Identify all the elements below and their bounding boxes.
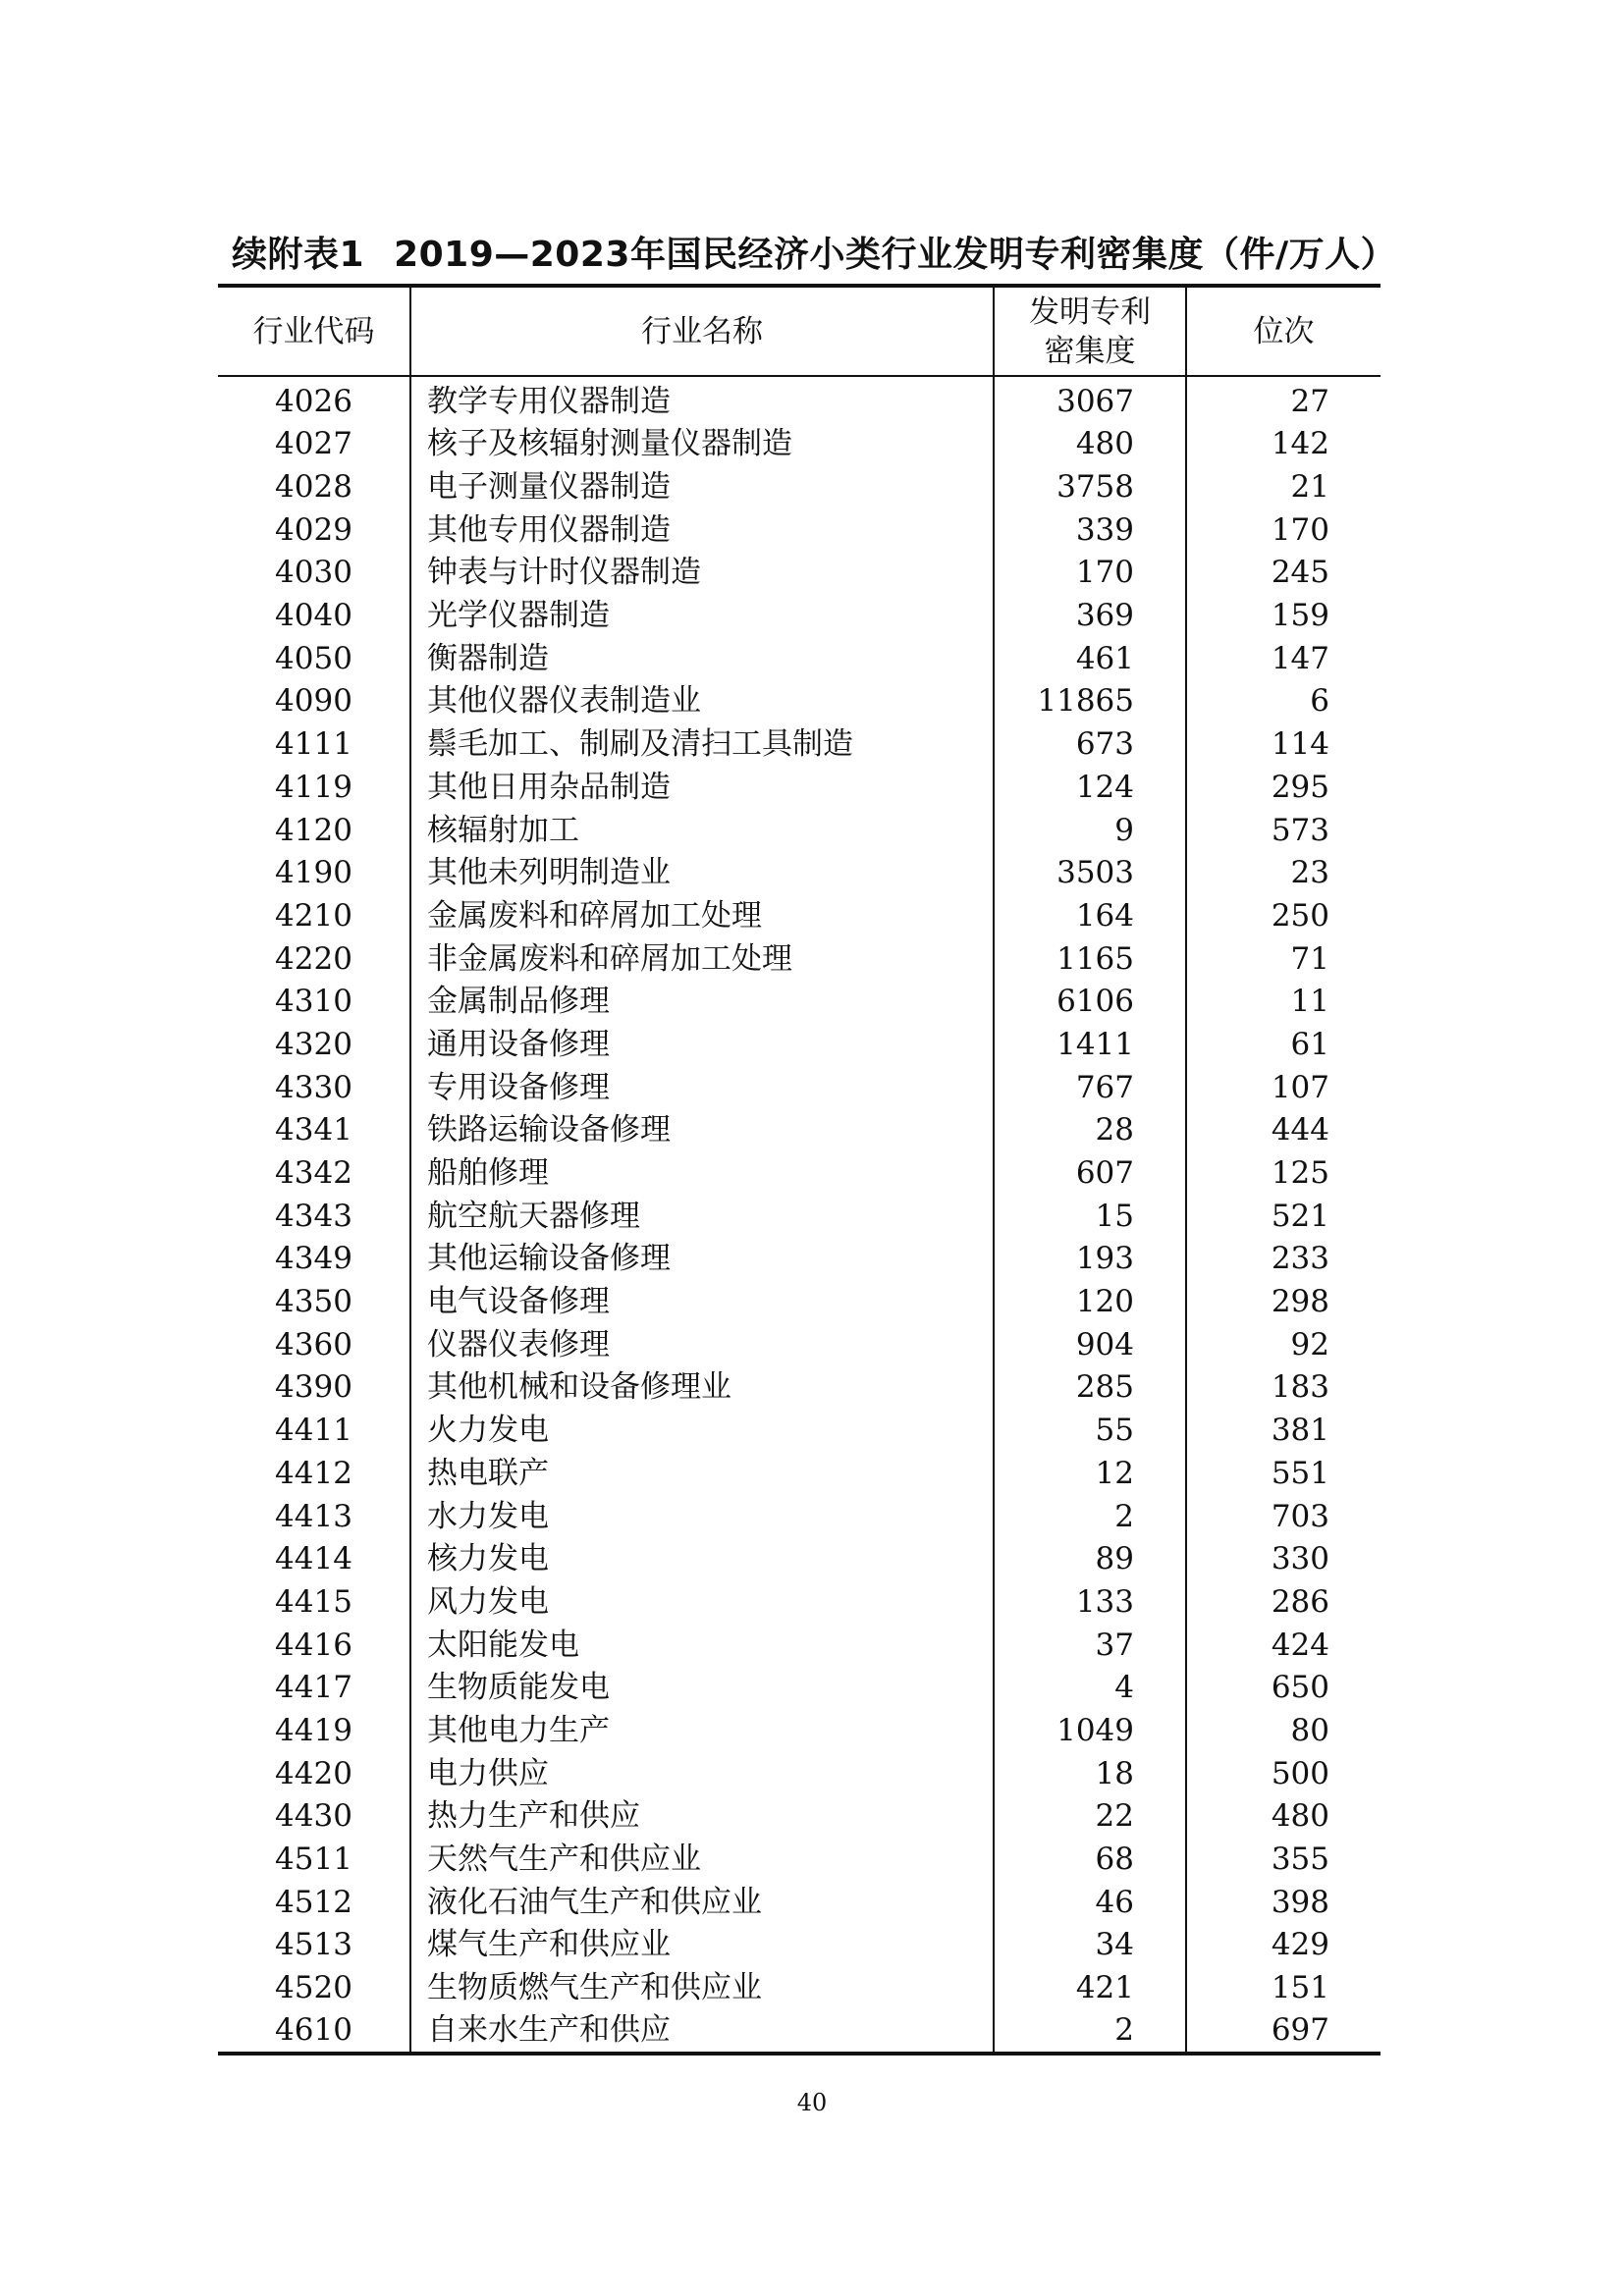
- cell-rank: 355: [1186, 1839, 1380, 1882]
- table-row: [218, 1967, 1380, 2010]
- cell-density: 461: [994, 637, 1186, 680]
- cell-code: 4040: [275, 598, 352, 634]
- cell-name: 核辐射加工: [410, 809, 994, 852]
- table-row: [218, 680, 1380, 723]
- cell-rank: 697: [1186, 2009, 1380, 2054]
- cell-code: 4026: [275, 384, 352, 419]
- cell-code: 4416: [275, 1627, 352, 1663]
- header-name: 行业名称: [410, 286, 994, 376]
- cell-name: 其他电力生产: [410, 1710, 994, 1753]
- cell-rank: 107: [1186, 1066, 1380, 1109]
- cell-rank: 142: [1186, 423, 1380, 466]
- table-row: [218, 723, 1380, 767]
- table-row: [218, 767, 1380, 810]
- cell-code: 4413: [275, 1498, 352, 1534]
- header-density: [994, 286, 1186, 376]
- cell-density: 170: [994, 552, 1186, 595]
- cell-code: 4190: [275, 855, 352, 891]
- cell-code: 4119: [275, 769, 352, 805]
- cell-density: 1049: [994, 1710, 1186, 1753]
- cell-rank: 551: [1186, 1453, 1380, 1496]
- cell-rank: 183: [1186, 1366, 1380, 1410]
- table-row: [218, 376, 1380, 423]
- cell-name: 热力生产和供应: [410, 1795, 994, 1839]
- cell-name: 风力发电: [410, 1581, 994, 1625]
- cell-code: 4330: [275, 1069, 352, 1105]
- cell-density: 46: [994, 1881, 1186, 1924]
- cell-code: 4343: [275, 1198, 352, 1234]
- cell-name: 教学专用仪器制造: [410, 376, 994, 423]
- cell-density: 339: [994, 508, 1186, 552]
- cell-rank: 114: [1186, 723, 1380, 767]
- cell-name: 电子测量仪器制造: [410, 466, 994, 509]
- cell-density: 34: [994, 1924, 1186, 1967]
- cell-rank: 424: [1186, 1624, 1380, 1667]
- cell-name: 金属废料和碎屑加工处理: [410, 895, 994, 938]
- cell-code: 4320: [275, 1026, 352, 1062]
- cell-name: 天然气生产和供应业: [410, 1839, 994, 1882]
- cell-rank: 71: [1186, 937, 1380, 981]
- patent-density-table: [218, 284, 1380, 2056]
- cell-code: 4220: [275, 940, 352, 977]
- cell-name: 电力供应: [410, 1752, 994, 1795]
- cell-density: 2: [994, 2009, 1186, 2054]
- cell-rank: 27: [1186, 376, 1380, 423]
- cell-density: 6106: [994, 981, 1186, 1024]
- cell-rank: 92: [1186, 1323, 1380, 1366]
- cell-name: 其他未列明制造业: [410, 852, 994, 895]
- cell-density: 164: [994, 895, 1186, 938]
- cell-rank: 398: [1186, 1881, 1380, 1924]
- cell-code: 4050: [275, 640, 352, 676]
- cell-code: 4028: [275, 469, 352, 506]
- cell-rank: 245: [1186, 552, 1380, 595]
- cell-code: 4430: [275, 1798, 352, 1835]
- cell-name: 液化石油气生产和供应业: [410, 1881, 994, 1924]
- cell-density: 2: [994, 1495, 1186, 1538]
- cell-name: 衡器制造: [410, 637, 994, 680]
- table-body: [218, 376, 1380, 2054]
- cell-name: 热电联产: [410, 1453, 994, 1496]
- cell-name: 核力发电: [410, 1538, 994, 1581]
- cell-name: 其他仪器仪表制造业: [410, 680, 994, 723]
- cell-name: 鬃毛加工、制刷及清扫工具制造: [410, 723, 994, 767]
- cell-density: 1165: [994, 937, 1186, 981]
- table-row: [218, 937, 1380, 981]
- cell-code: 4414: [275, 1541, 352, 1577]
- cell-density: 904: [994, 1323, 1186, 1366]
- cell-code: 4090: [275, 683, 352, 720]
- cell-code: 4610: [218, 2009, 410, 2054]
- cell-rank: 125: [1186, 1152, 1380, 1196]
- table-row: [218, 981, 1380, 1024]
- cell-code: 4030: [275, 555, 352, 591]
- cell-name: 自来水生产和供应: [410, 2009, 994, 2054]
- cell-rank: 480: [1186, 1795, 1380, 1839]
- cell-density: 480: [994, 423, 1186, 466]
- cell-code: 4120: [275, 812, 352, 848]
- header-code: 行业代码: [218, 286, 410, 376]
- table-title-label: 续附表1: [232, 235, 365, 275]
- table-row: [218, 1667, 1380, 1710]
- cell-rank: 298: [1186, 1281, 1380, 1324]
- table-row: [218, 1281, 1380, 1324]
- cell-rank: 61: [1186, 1024, 1380, 1067]
- cell-code: 4390: [275, 1369, 352, 1406]
- cell-rank: 151: [1186, 1967, 1380, 2010]
- header-density-line1: 发明专利: [1029, 294, 1151, 330]
- table-row: [218, 1839, 1380, 1882]
- cell-density: 15: [994, 1195, 1186, 1238]
- table-row: [218, 1109, 1380, 1152]
- cell-name: 光学仪器制造: [410, 595, 994, 638]
- cell-name: 金属制品修理: [410, 981, 994, 1024]
- cell-name: 非金属废料和碎屑加工处理: [410, 937, 994, 981]
- cell-name: 水力发电: [410, 1495, 994, 1538]
- cell-name: 通用设备修理: [410, 1024, 994, 1067]
- cell-code: 4419: [275, 1712, 352, 1748]
- cell-code: 4520: [275, 1970, 352, 2006]
- table-row: [218, 2009, 1380, 2054]
- table-row: [218, 1195, 1380, 1238]
- table-header-row: [218, 286, 1380, 376]
- cell-rank: 250: [1186, 895, 1380, 938]
- cell-density: 124: [994, 767, 1186, 810]
- cell-density: 22: [994, 1795, 1186, 1839]
- cell-name: 航空航天器修理: [410, 1195, 994, 1238]
- cell-rank: 295: [1186, 767, 1380, 810]
- cell-density: 133: [994, 1581, 1186, 1625]
- cell-name: 其他日用杂品制造: [410, 767, 994, 810]
- cell-density: 37: [994, 1624, 1186, 1667]
- cell-name: 专用设备修理: [410, 1066, 994, 1109]
- cell-rank: 159: [1186, 595, 1380, 638]
- table-row: [218, 1624, 1380, 1667]
- cell-code: 4341: [275, 1112, 352, 1148]
- cell-rank: 80: [1186, 1710, 1380, 1753]
- cell-code: 4210: [275, 897, 352, 934]
- cell-code: 4513: [275, 1927, 352, 1963]
- cell-density: 68: [994, 1839, 1186, 1882]
- cell-density: 28: [994, 1109, 1186, 1152]
- cell-rank: 573: [1186, 809, 1380, 852]
- table-row: [218, 852, 1380, 895]
- table-row: [218, 1495, 1380, 1538]
- cell-code: 4111: [275, 726, 352, 763]
- cell-density: 421: [994, 1967, 1186, 2010]
- table-row: [218, 1581, 1380, 1625]
- cell-name: 煤气生产和供应业: [410, 1924, 994, 1967]
- cell-code: 4412: [275, 1455, 352, 1491]
- page-number: 40: [796, 2089, 828, 2116]
- cell-density: 673: [994, 723, 1186, 767]
- cell-name: 钟表与计时仪器制造: [410, 552, 994, 595]
- cell-rank: 429: [1186, 1924, 1380, 1967]
- cell-rank: 330: [1186, 1538, 1380, 1581]
- cell-density: 1411: [994, 1024, 1186, 1067]
- cell-name: 其他运输设备修理: [410, 1238, 994, 1281]
- table-row: [218, 1453, 1380, 1496]
- table-row: [218, 508, 1380, 552]
- cell-rank: 381: [1186, 1410, 1380, 1453]
- cell-rank: 286: [1186, 1581, 1380, 1625]
- table-row: [218, 1710, 1380, 1753]
- cell-density: 3758: [994, 466, 1186, 509]
- cell-rank: 444: [1186, 1109, 1380, 1152]
- cell-code: 4512: [275, 1884, 352, 1920]
- table-row: [218, 466, 1380, 509]
- cell-density: 767: [994, 1066, 1186, 1109]
- table-row: [218, 1024, 1380, 1067]
- table-row: [218, 595, 1380, 638]
- cell-code: 4349: [275, 1241, 352, 1277]
- table-row: [218, 1238, 1380, 1281]
- cell-rank: 521: [1186, 1195, 1380, 1238]
- cell-density: 3503: [994, 852, 1186, 895]
- cell-name: 其他机械和设备修理业: [410, 1366, 994, 1410]
- header-density-line2: 密集度: [1044, 333, 1136, 369]
- cell-name: 仪器仪表修理: [410, 1323, 994, 1366]
- cell-code: 4411: [275, 1413, 352, 1449]
- table-row: [218, 809, 1380, 852]
- cell-density: 285: [994, 1366, 1186, 1410]
- table-row: [218, 552, 1380, 595]
- table-row: [218, 1795, 1380, 1839]
- table-title-text: 2019—2023年国民经济小类行业发明专利密集度（件/万人）: [394, 235, 1397, 275]
- cell-rank: 11: [1186, 981, 1380, 1024]
- cell-name: 船舶修理: [410, 1152, 994, 1196]
- cell-rank: 6: [1186, 680, 1380, 723]
- cell-code: 4360: [275, 1326, 352, 1362]
- cell-code: 4350: [275, 1284, 352, 1320]
- cell-name: 火力发电: [410, 1410, 994, 1453]
- cell-rank: 170: [1186, 508, 1380, 552]
- cell-name: 生物质能发电: [410, 1667, 994, 1710]
- cell-density: 9: [994, 809, 1186, 852]
- cell-code: 4415: [275, 1583, 352, 1620]
- table-row: [218, 1366, 1380, 1410]
- cell-density: 55: [994, 1410, 1186, 1453]
- cell-rank: 147: [1186, 637, 1380, 680]
- cell-density: 18: [994, 1752, 1186, 1795]
- cell-density: 3067: [994, 376, 1186, 423]
- cell-code: 4342: [275, 1155, 352, 1192]
- table-row: [218, 1924, 1380, 1967]
- table-row: [218, 637, 1380, 680]
- cell-code: 4027: [275, 426, 352, 462]
- cell-name: 铁路运输设备修理: [410, 1109, 994, 1152]
- cell-name: 核子及核辐射测量仪器制造: [410, 423, 994, 466]
- table-row: [218, 1752, 1380, 1795]
- table-row: [218, 1066, 1380, 1109]
- cell-name: 其他专用仪器制造: [410, 508, 994, 552]
- table-row: [218, 1152, 1380, 1196]
- cell-name: 生物质燃气生产和供应业: [410, 1967, 994, 2010]
- cell-name: 电气设备修理: [410, 1281, 994, 1324]
- cell-rank: 650: [1186, 1667, 1380, 1710]
- cell-rank: 21: [1186, 466, 1380, 509]
- header-rank: 位次: [1186, 286, 1380, 376]
- cell-density: 120: [994, 1281, 1186, 1324]
- cell-rank: 500: [1186, 1752, 1380, 1795]
- cell-density: 89: [994, 1538, 1186, 1581]
- table-row: [218, 1323, 1380, 1366]
- cell-code: 4029: [275, 511, 352, 548]
- table-row: [218, 1538, 1380, 1581]
- table-row: [218, 423, 1380, 466]
- cell-density: 11865: [994, 680, 1186, 723]
- table-row: [218, 1410, 1380, 1453]
- cell-density: 12: [994, 1453, 1186, 1496]
- table-row: [218, 1881, 1380, 1924]
- cell-code: 4511: [275, 1842, 352, 1878]
- table-row: [218, 895, 1380, 938]
- cell-rank: 703: [1186, 1495, 1380, 1538]
- cell-density: 607: [994, 1152, 1186, 1196]
- table-title: [232, 232, 1397, 279]
- cell-code: 4420: [275, 1755, 352, 1791]
- cell-code: 4417: [275, 1670, 352, 1706]
- cell-code: 4310: [275, 984, 352, 1020]
- cell-density: 4: [994, 1667, 1186, 1710]
- cell-rank: 233: [1186, 1238, 1380, 1281]
- cell-density: 369: [994, 595, 1186, 638]
- cell-name: 太阳能发电: [410, 1624, 994, 1667]
- cell-density: 193: [994, 1238, 1186, 1281]
- cell-rank: 23: [1186, 852, 1380, 895]
